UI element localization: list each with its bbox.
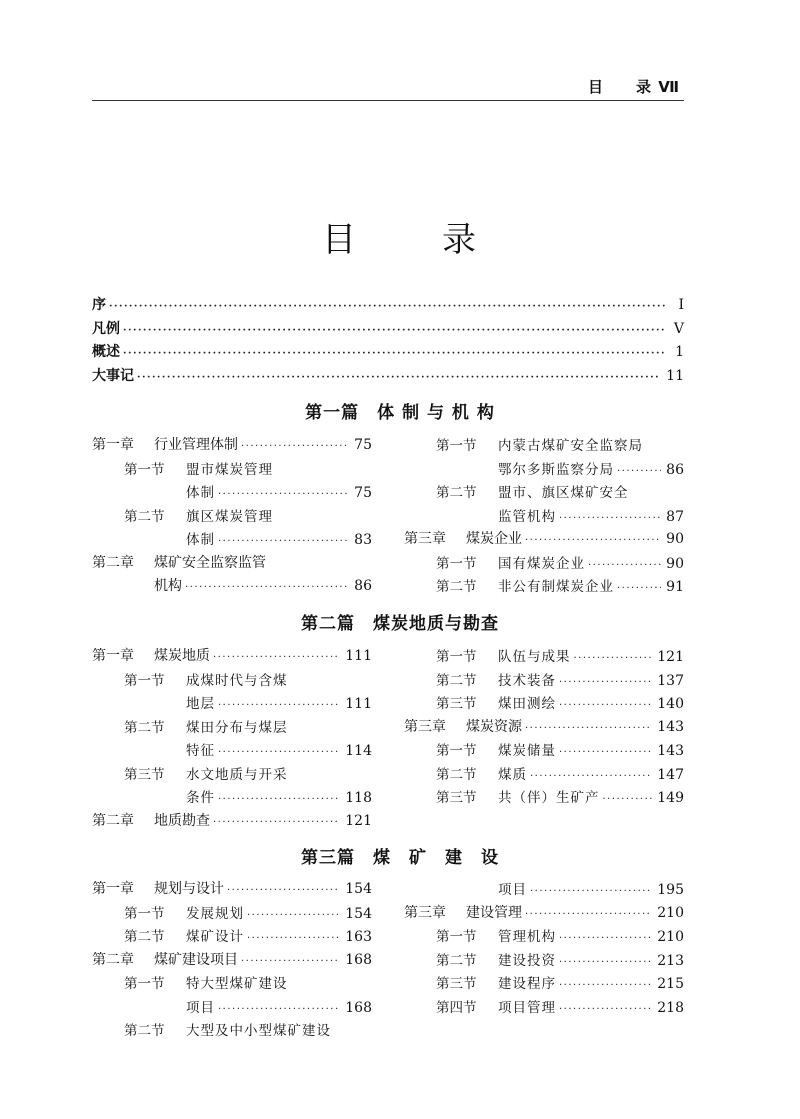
toc-entry-page: 143 <box>657 743 684 759</box>
toc-entry-page: 87 <box>666 508 684 525</box>
dot-leader <box>525 723 652 734</box>
toc-entry[interactable] <box>404 645 684 669</box>
toc-entry-label: 项目 <box>498 882 527 898</box>
toc-entry-page: 154 <box>345 881 372 897</box>
toc-entry[interactable] <box>92 716 372 740</box>
section-number: 第二节 <box>124 929 165 945</box>
toc-entry-page: 137 <box>657 672 684 689</box>
toc-entry-label: 条件 <box>186 790 215 806</box>
section-number: 第一节 <box>436 555 477 572</box>
toc-entry-label: 特征 <box>186 743 215 759</box>
toc-entry-label: 大型及中小型煤矿建设 <box>186 1023 331 1039</box>
dot-leader <box>617 583 661 594</box>
toc-entry[interactable] <box>92 949 372 973</box>
toc-entry[interactable] <box>92 645 372 669</box>
dot-leader <box>525 909 652 920</box>
toc-entry-label: 非公有制煤炭企业 <box>498 579 614 595</box>
dot-leader <box>559 700 652 711</box>
toc-entry-label: 序 <box>92 297 106 313</box>
section-number: 第三节 <box>436 696 477 712</box>
dot-leader <box>241 441 349 452</box>
toc-entry-label: 煤炭资源 <box>466 718 522 735</box>
dot-leader <box>123 325 665 336</box>
page-title-right: 录 <box>442 220 478 260</box>
toc-entry[interactable] <box>404 878 684 902</box>
toc-entry-label: 行业管理体制 <box>154 437 238 453</box>
toc-entry-label: 煤矿建设项目 <box>154 951 238 968</box>
toc-entry-label: 地层 <box>186 696 215 712</box>
toc-entry-label: 机构 <box>154 578 182 594</box>
toc-entry[interactable] <box>404 925 684 949</box>
chapter-number: 第三章 <box>404 718 446 735</box>
toc-entry-page: 218 <box>657 999 684 1016</box>
section-number: 第二节 <box>436 952 477 969</box>
toc-entry[interactable] <box>92 669 372 693</box>
toc-entry-label: 盟市煤炭管理 <box>186 461 273 478</box>
part-3-right-column <box>404 878 684 1019</box>
dot-leader <box>218 700 340 711</box>
toc-entry-page: 168 <box>345 999 372 1016</box>
chapter-number: 第三章 <box>404 531 446 547</box>
toc-entry[interactable] <box>92 458 372 482</box>
toc-entry[interactable] <box>404 434 684 458</box>
dot-leader <box>241 956 340 967</box>
part-title-1: 第一篇 体 制 与 机 构 <box>305 403 495 423</box>
part-2-left-column <box>92 645 372 833</box>
toc-entry-label: 煤田测绘 <box>498 696 556 712</box>
part-1-right-column <box>404 434 684 599</box>
dot-leader <box>530 771 652 782</box>
toc-entry[interactable] <box>92 786 372 810</box>
toc-entry-label: 水文地质与开采 <box>186 766 288 783</box>
toc-entry-page: 154 <box>345 905 372 922</box>
toc-entry[interactable] <box>92 692 372 716</box>
toc-entry-page: 75 <box>354 437 372 453</box>
toc-entry-page: 1 <box>675 344 684 360</box>
toc-entry-label: 队伍与成果 <box>498 649 571 665</box>
section-number: 第一节 <box>124 905 165 922</box>
toc-entry-label: 煤质 <box>498 766 527 783</box>
dot-leader <box>588 560 661 571</box>
toc-entry[interactable] <box>92 1019 372 1043</box>
dot-leader <box>617 466 661 477</box>
toc-entry[interactable] <box>404 716 684 740</box>
page-title-left: 目 <box>322 220 358 260</box>
toc-entry-label: 煤田分布与煤层 <box>186 719 288 736</box>
toc-entry-guide[interactable] <box>92 318 684 342</box>
part-3-left-column <box>92 878 372 1043</box>
section-number: 第一节 <box>436 649 477 665</box>
toc-entry[interactable] <box>92 996 372 1020</box>
dot-leader <box>218 536 349 547</box>
toc-entry-page: 215 <box>657 976 684 992</box>
toc-entry[interactable] <box>404 739 684 763</box>
dot-leader <box>218 489 349 500</box>
part-title-3: 第三篇 煤 矿 建 设 <box>301 848 499 868</box>
toc-entry-page: 11 <box>666 367 684 384</box>
toc-entry[interactable] <box>92 972 372 996</box>
section-number: 第二节 <box>436 766 477 783</box>
toc-entry-label: 国有煤炭企业 <box>498 555 585 572</box>
dot-leader <box>123 348 665 359</box>
section-number: 第一节 <box>124 672 165 689</box>
toc-entry-label: 项目 <box>186 999 215 1016</box>
toc-entry-page: 83 <box>354 532 372 548</box>
toc-entry-page: 90 <box>666 555 684 572</box>
toc-entry-page: 140 <box>657 696 684 712</box>
toc-entry-label: 管理机构 <box>498 929 556 945</box>
toc-entry[interactable] <box>404 763 684 787</box>
toc-entry-label: 建设程序 <box>498 976 556 992</box>
toc-entry-label: 煤炭储量 <box>498 743 556 759</box>
toc-entry-label: 凡例 <box>92 320 120 337</box>
dot-leader <box>559 747 652 758</box>
toc-entry-chronicle[interactable] <box>92 365 684 389</box>
toc-entry-label: 规划与设计 <box>154 881 224 897</box>
toc-entry-label: 煤炭企业 <box>466 531 522 547</box>
dot-leader <box>559 933 652 944</box>
dot-leader <box>227 885 340 896</box>
toc-entry-label: 煤炭地质 <box>154 648 210 664</box>
part-1-left-column <box>92 434 372 599</box>
section-number: 第一节 <box>436 743 477 759</box>
dot-leader <box>218 794 340 805</box>
dot-leader <box>559 513 661 524</box>
chapter-number: 第二章 <box>92 554 134 571</box>
toc-entry[interactable] <box>92 575 372 599</box>
toc-entry-page: 118 <box>345 790 372 806</box>
toc-entry-preface[interactable] <box>92 294 684 318</box>
toc-entry-page: 121 <box>345 812 372 829</box>
toc-entry[interactable] <box>404 692 684 716</box>
dot-leader <box>559 957 652 968</box>
dot-leader <box>213 817 340 828</box>
toc-entry-page: 111 <box>345 696 372 712</box>
toc-entry-page: 121 <box>657 649 684 665</box>
toc-entry[interactable] <box>404 902 684 926</box>
toc-entry-page: 210 <box>657 929 684 945</box>
toc-entry[interactable] <box>92 878 372 902</box>
section-number: 第一节 <box>124 976 165 992</box>
dot-leader <box>247 933 340 944</box>
toc-entry[interactable] <box>92 763 372 787</box>
dot-leader <box>559 980 652 991</box>
toc-entry-label: 鄂尔多斯监察分局 <box>498 461 614 478</box>
toc-entry-label: 项目管理 <box>498 999 556 1016</box>
chapter-number: 第一章 <box>92 648 134 664</box>
toc-entry-page: 163 <box>345 929 372 945</box>
toc-entry[interactable] <box>404 669 684 693</box>
dot-leader <box>185 582 349 593</box>
dot-leader <box>218 747 340 758</box>
toc-entry[interactable] <box>92 528 372 552</box>
section-number: 第二节 <box>436 485 477 501</box>
dot-leader <box>137 372 659 383</box>
toc-entry[interactable] <box>92 481 372 505</box>
toc-entry[interactable] <box>92 902 372 926</box>
toc-entry[interactable] <box>92 739 372 763</box>
toc-entry-label: 煤矿设计 <box>186 929 244 945</box>
toc-entry-page: 91 <box>666 579 684 595</box>
toc-entry-label: 旗区煤炭管理 <box>186 508 273 525</box>
toc-entry-label: 特大型煤矿建设 <box>186 976 288 992</box>
part-title-2: 第二篇 煤炭地质与勘查 <box>301 614 499 634</box>
section-number: 第四节 <box>436 999 477 1016</box>
toc-entry-label: 技术装备 <box>498 672 556 689</box>
running-header <box>92 70 684 101</box>
front-matter-list <box>92 294 684 388</box>
toc-entry[interactable] <box>92 925 372 949</box>
section-number: 第一节 <box>436 438 477 454</box>
section-number: 第三节 <box>436 976 477 992</box>
toc-entry[interactable] <box>92 552 372 576</box>
toc-entry[interactable] <box>404 505 684 529</box>
toc-entry[interactable] <box>404 481 684 505</box>
toc-entry[interactable] <box>404 972 684 996</box>
dot-leader <box>559 1004 652 1015</box>
toc-entry-page: 90 <box>666 531 684 547</box>
toc-entry-label: 发展规划 <box>186 905 244 922</box>
toc-entry-label: 煤矿安全监察监管 <box>154 554 266 571</box>
toc-entry[interactable] <box>404 528 684 552</box>
toc-entry-label: 监管机构 <box>498 508 556 525</box>
toc-entry-page: 111 <box>345 648 372 664</box>
dot-leader <box>574 653 653 664</box>
toc-entry-label: 共（伴）生矿产 <box>498 790 600 806</box>
chapter-number: 第三章 <box>404 904 446 921</box>
toc-entry-page: 75 <box>354 485 372 501</box>
toc-entry-label: 成煤时代与含煤 <box>186 672 288 689</box>
toc-entry-page: 213 <box>657 952 684 969</box>
chapter-number: 第二章 <box>92 812 134 829</box>
section-number: 第二节 <box>436 579 477 595</box>
toc-entry[interactable] <box>404 458 684 482</box>
toc-entry-label: 体制 <box>186 532 215 548</box>
toc-entry-page: 195 <box>657 882 684 898</box>
dot-leader <box>603 794 653 805</box>
part-2-right-column <box>404 645 684 810</box>
dot-leader <box>109 301 665 312</box>
toc-entry-label: 建设投资 <box>498 952 556 969</box>
page-title <box>0 212 800 261</box>
toc-entry[interactable] <box>92 434 372 458</box>
toc-entry-page: Ⅰ <box>678 297 684 313</box>
chapter-number: 第二章 <box>92 951 134 968</box>
section-number: 第二节 <box>124 508 165 525</box>
dot-leader <box>530 886 652 897</box>
running-header-title: 目 录 Ⅶ <box>587 78 680 96</box>
section-number: 第二节 <box>436 672 477 689</box>
toc-entry-page: 210 <box>657 904 684 921</box>
section-number: 第一节 <box>124 461 165 478</box>
toc-entry[interactable] <box>404 552 684 576</box>
toc-entry-page: 114 <box>345 743 372 759</box>
dot-leader <box>247 910 340 921</box>
toc-entry-label: 地质勘查 <box>154 812 210 829</box>
section-number: 第二节 <box>124 719 165 736</box>
toc-entry-page: 149 <box>657 790 684 806</box>
toc-entry-label: 内蒙古煤矿安全监察局 <box>498 438 643 454</box>
section-number: 第三节 <box>436 790 477 806</box>
toc-entry-label: 大事记 <box>92 367 134 384</box>
toc-entry-page: 86 <box>666 461 684 478</box>
chapter-number: 第一章 <box>92 437 134 453</box>
section-number: 第二节 <box>124 1023 165 1039</box>
toc-entry-page: 168 <box>345 951 372 968</box>
toc-entry[interactable] <box>404 786 684 810</box>
toc-entry-label: 盟市、旗区煤矿安全 <box>498 485 629 501</box>
section-number: 第一节 <box>436 929 477 945</box>
dot-leader <box>213 652 340 663</box>
dot-leader <box>218 1004 340 1015</box>
toc-entry[interactable] <box>404 949 684 973</box>
section-number: 第三节 <box>124 766 165 783</box>
toc-entry-page: Ⅴ <box>673 320 684 337</box>
toc-entry-page: 143 <box>657 718 684 735</box>
toc-entry[interactable] <box>404 996 684 1020</box>
chapter-number: 第一章 <box>92 881 134 897</box>
toc-entry[interactable] <box>404 575 684 599</box>
dot-leader <box>559 677 652 688</box>
toc-entry[interactable] <box>92 810 372 834</box>
toc-entry-overview[interactable] <box>92 341 684 365</box>
toc-entry-label: 概述 <box>92 344 120 360</box>
toc-entry[interactable] <box>92 505 372 529</box>
toc-entry-page: 147 <box>657 766 684 783</box>
toc-entry-label: 体制 <box>186 485 215 501</box>
toc-entry-label: 建设管理 <box>466 904 522 921</box>
dot-leader <box>525 535 661 546</box>
toc-entry-page: 86 <box>354 578 372 594</box>
